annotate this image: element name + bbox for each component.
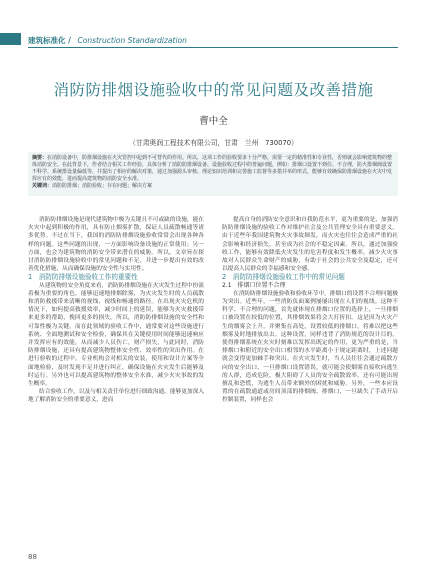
header-en: Construction Standardization: [77, 36, 187, 45]
keywords-text: 消防防排烟；消防验收；存在问题；解决方案: [52, 183, 153, 189]
paragraph: 在消防防排烟设施验收和验收环节中，排烟口的设置不合理问题极为突出。近些年，一些消防负面案例屡屡出现在人们的视线。这种不科学、不合理的问题，首先就体现在排烟口位置的选择上，一旦排烟口被设置在较低的位置，其排烟效果将会大打折扣。这是因为火灾产生的烟雾会上升，并聚集在高处，设置较低的排烟口，将难以把这些烟雾及时地排放出去。这种设置，同样违背了消防规范的设计目的，使得排烟系统在火灾时刻难以发挥出既定的作用，更为严重的是，当排烟口和附近的安全出口相邻的水平距离小于规定距离时，上述问题就会变得更加棘手和突出。在火灾发生时，当人员往往会通过疏散方向的安全出口，一旦排烟口设置错误，就可能会使烟雾直接吹向逃生的人群，造成危险，极大阻碍了人员的安全疏散效率，还有可能出现擅乱和恐慌，为逃生人员带来额外的困扰和威胁。另外，一些本应设置的在疏散通道或房间顶部的排烟阀、排烟口，一旦缺失了手动开启控制装置，同样也会: [222, 290, 398, 404]
article-title: 消防防排烟设施验收中的常见问题及改善措施: [53, 81, 374, 99]
article-author: 曹中全: [199, 116, 228, 127]
abstract-label: 摘要：: [32, 155, 48, 161]
paragraph: 消防防排烟设施是现代建筑物中极为关键且不可或缺的设施，能在火灾中起到积极的作用，具有防止烟雾扩散，保证人员疏散畅通等诸多优势。不过在当下，我国的消防防排烟设施验收常常会出现各种各样的问题。这些问题的出现，一方面影响设备设施的正常使用；另一方面，也会为建筑物的消防安全带来潜在的威胁。所以，文章旨在探讨消防防排烟设施验收中的常见问题和不足，并进一步提出有效的改善优化措施，从而确保设施的安全性与实用性。: [28, 217, 204, 273]
abstract: [32, 155, 394, 190]
body-column-left: [28, 216, 204, 405]
header-cn: 建筑标准化: [28, 36, 66, 45]
keywords-label: 关键词：: [32, 183, 53, 189]
header-rule: [28, 47, 398, 48]
subsection-heading: 2.1 排烟口位置不合理: [222, 281, 286, 289]
body-column-right: [222, 216, 398, 405]
paragraph: 提高自身的消防安全意识和自我防范水平，更为重要的是，加强消防防排烟设施的验收工作对维护社会及公共管理安全具有重要意义。由于近些年我国建筑物火灾事故频发，而火灾也往往会造成严重的社会影响和经济损失，甚至成为社会的不稳定因素。所以，通过加强验收工作，能够有效降低火灾发生的危害程度和发生概率，减少火灾事故对人民群众生命财产的威胁，有助于社会的公共安全及稳定，还可以提高人民群众的幸福感和安全感。: [222, 217, 398, 273]
paragraph: 从建筑物的安全角度来看，消防防排烟设施在火灾发生过程中扮演着极为重要的角色，能够迅速地排烟除雾，为火灾发生时的人员疏散和消防救援带来清晰的视线、视线和畅通的路径。在出现火灾危机的情况下，如何提高救援效率，减少时间上的延误，能够为火灾救援带来更多的帮助，挽回更多的损失。所以，消防防排烟设施的安全性和可靠性极为关键，而在此领域的验收工作中，通常要对这些设施进行系统、全面地测试和安全检验，确保其在关键使用时间能够迅速响应并发挥应有的效能，从而减少人员伤亡，财产损失，与此同时，消防防排烟设施，还具有提高建筑物整体安全性、效率性的突出作用。在进行验收的过程中，专业机构会对相关的安装，使用和设计方案等全面地检验，及时发现不足并进行纠正，确保设施在火灾发生后能够及时运行。另外也可以提高建筑物的整体安全水准，减少火灾事故的发生概率。: [28, 282, 204, 388]
header-separator: /: [68, 36, 71, 45]
paragraph: 结合验收工作，以及与相关责任单位进行细致沟通，能够更加深入地了解消防安全的重要意义，进而: [28, 389, 204, 404]
section-heading: 2 消防防排烟设施验收工作中的常见问题: [222, 273, 345, 282]
running-header: [28, 35, 187, 46]
section-tab-marker: [0, 33, 21, 45]
abstract-text: 在消防设备中，防排烟设施在火灾管控中起到不可替代的作用。所以，这项工作的验收要求十分严格，需要一定的精准性和专业性，否则就会影响建筑物的整体消防安全。在此背景下，作者结合相关工作经验，具体分析了消防防排烟设备、设施验收过程中的普遍问题，例如：排烟口设置不到位、不合理，防火排烟阀设置不科学、系统排设量偏低等，并提出了相应的解决对策，通过加强源头审核、理论知识培训和完善施工监督等多措并举的形式，能够有效确保防排烟设施在火灾中发挥应有的效能，进而提高建筑物的消防安全水准。: [32, 155, 393, 182]
article-affiliation: （甘肃奥润工程技术有限公司，甘肃 兰州 730070）: [129, 139, 298, 147]
section-heading: 1 消防防排烟设施验收工作的重要性: [28, 273, 138, 282]
page-number: 88: [28, 553, 37, 561]
